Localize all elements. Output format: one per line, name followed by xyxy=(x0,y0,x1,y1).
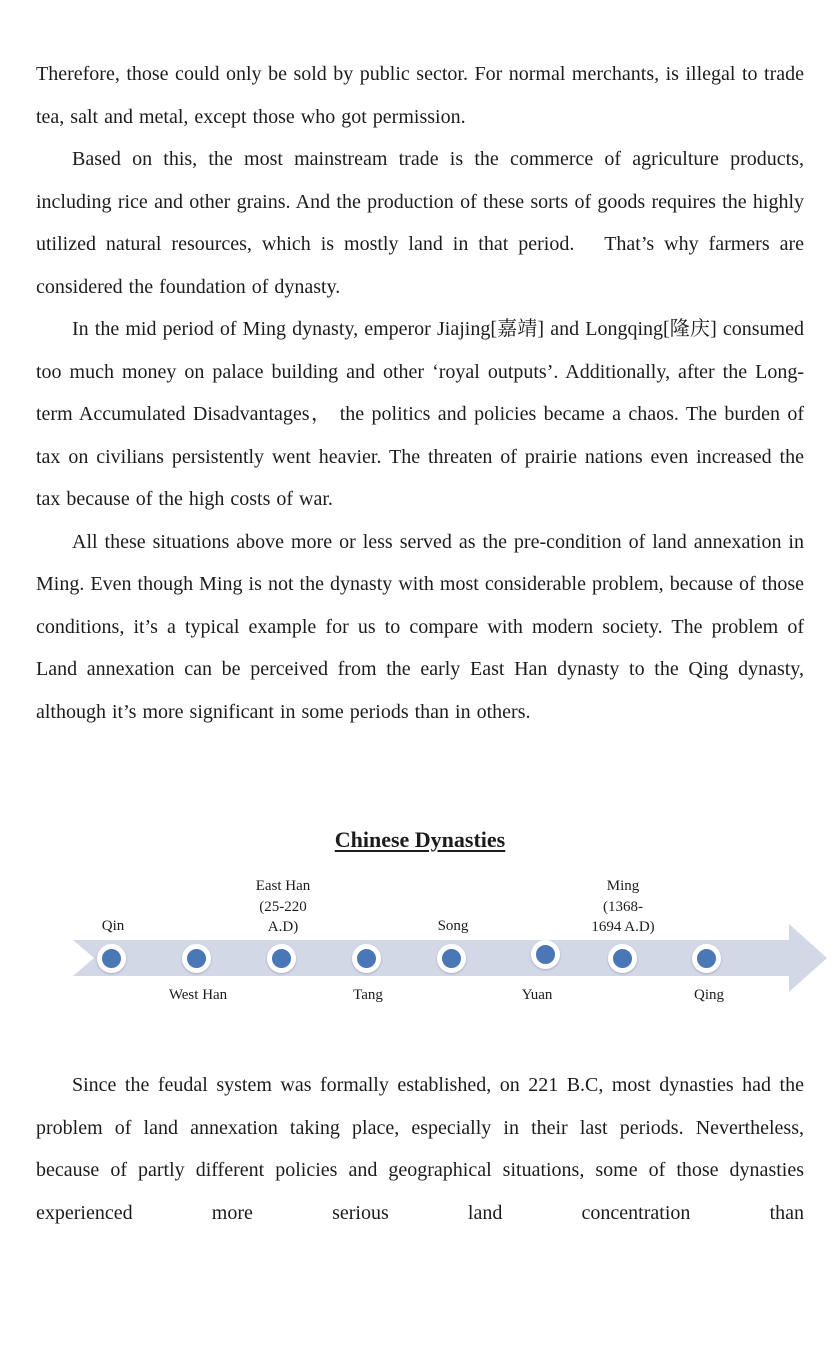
paragraph-5: Since the feudal system was formally established, on 221 B.C, most dynasties had the problem of land annexation taking place, especially in their last periods. Nevertheless, because of partly different policies and geographical situations, some of those dynasties experienced more serious land concentration than xyxy=(36,1074,804,1224)
timeline-title xyxy=(36,825,804,855)
timeline-arrow-body xyxy=(73,940,789,976)
timeline-label-tang: Tang xyxy=(353,987,383,1003)
paragraph-1: Therefore, those could only be sold by public sector. For normal merchants, is illegal to trade tea, salt and metal, except those who got permission. xyxy=(36,63,804,128)
timeline-dot-east-han xyxy=(267,944,296,973)
paragraph-2: Based on this, the most mainstream trade is the commerce of agriculture products, including rice and other grains. And the production of these sorts of goods requires the highly utilized natural resources, which is mostly land in that period. That’s why farmers are considered the foundation of dynasty. xyxy=(36,148,804,298)
timeline-label-ming: Ming (1368- 1694 A.D) xyxy=(591,878,655,935)
timeline-label-qin: Qin xyxy=(101,918,125,934)
timeline-label-qing: Qing xyxy=(694,987,724,1003)
dynasties-timeline-section xyxy=(36,825,804,1024)
timeline-arrow-head-icon xyxy=(789,924,827,992)
timeline-dot-ming xyxy=(608,944,637,973)
paragraph-3: In the mid period of Ming dynasty, emperor Jiajing[嘉靖] and Longqing[隆庆] consumed too much money on palace building and other ‘royal outputs’. Additionally, after the Long-term Accumulated Disadvantages， the politics and policies became a chaos. The burden of tax on civilians persistently went heavier. The threaten of prairie nations even increased the tax because of the high costs of war. xyxy=(36,318,804,510)
timeline-label-song: Song xyxy=(437,918,469,934)
paragraph-4: All these situations above more or less served as the pre-condition of land annexation in Ming. Even though Ming is not the dynasty with most considerable problem, because of those conditions, it’s a typical example for us to compare with modern society. The problem of Land annexation can be perceived from the early East Han dynasty to the Qing dynasty, although it’s more significant in some periods than in others. xyxy=(36,530,804,723)
timeline-dot-yuan xyxy=(531,940,560,969)
timeline-dot-tang xyxy=(352,944,381,973)
timeline-dot-song xyxy=(437,944,466,973)
timeline-dot-west-han xyxy=(182,944,211,973)
timeline-arrow-tail-notch xyxy=(73,940,94,976)
timeline-dot-qing xyxy=(692,944,721,973)
dynasties-timeline-diagram xyxy=(36,864,804,1024)
timeline-label-yuan: Yuan xyxy=(521,987,553,1003)
timeline-title-text: Chinese Dynasties xyxy=(334,827,506,852)
timeline-label-west-han: West Han xyxy=(168,987,228,1003)
timeline-label-east-han: East Han (25-220 A.D) xyxy=(255,878,311,935)
timeline-dot-qin xyxy=(97,944,126,973)
